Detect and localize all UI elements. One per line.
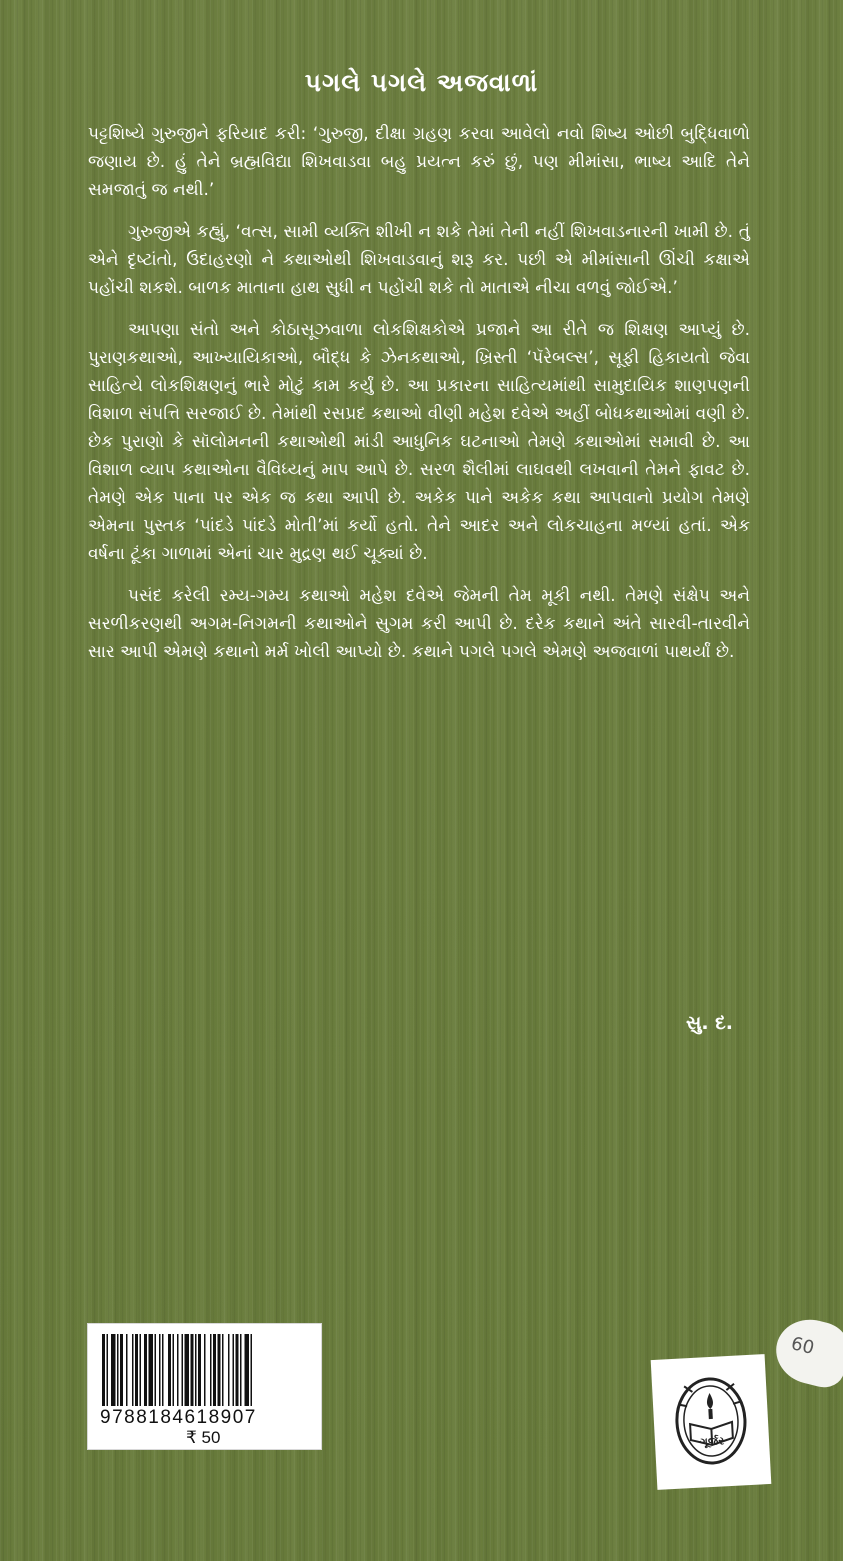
- barcode-bar: [228, 1334, 230, 1406]
- publisher-logo: [651, 1354, 772, 1490]
- barcode-bar: [132, 1334, 134, 1406]
- barcode-bar: [222, 1334, 224, 1406]
- barcode-bar: [233, 1334, 235, 1406]
- signature: સુ. દ.: [685, 1012, 733, 1034]
- barcode-bar: [102, 1334, 105, 1406]
- paragraph-3: આપણા સંતો અને કોઠાસૂઝવાળા લોકશિક્ષકોએ પ્રજાને આ રીતે જ શિક્ષણ આપ્યું છે. પુરાણકથાઓ, આખ્યાયિકાઓ, બૌદ્ધ કે ઝેનકથાઓ, ખ્રિસ્તી ‘પૅરેબલ્સ’, સૂફી હિકાયતો જેવા સાહિત્યે લોકશિક્ષણનું ભારે મોટું કામ કર્યું છે. આ પ્રકારના સાહિત્યમાંથી સામુદાયિક શાણપણની વિશાળ સંપત્તિ સરજાઈ છે. તેમાંથી રસપ્રદ કથાઓ વીણી મહેશ દવેએ અહીં બોધકથાઓમાં વણી છે. છેક પુરાણો કે સૉલોમનની કથાઓથી માંડી આધુનિક ઘટનાઓ તેમણે કથાઓમાં સમાવી છે. આ વિશાળ વ્યાપ કથાઓના વૈવિધ્યનું માપ આપે છે. સરળ શૈલીમાં લાઘવથી લખવાની તેમને ફાવટ છે. તેમણે એક પાના પર એક જ કથા આપી છે. અકેક પાને અકેક કથા આપવાનો પ્રયોગ તેમણે એમના પુસ્તક ‘પાંદડે પાંદડે મોતી’માં કર્યો હતો. તેને આદર અને લોકચાહના મળ્યાં હતાં. એક વર્ષના ટૂંકા ગાળામાં એનાં ચાર મુદ્રણ થઈ ચૂક્યાં છે.: [88, 320, 750, 564]
- barcode-bar: [117, 1334, 119, 1406]
- barcode-bar: [185, 1334, 190, 1406]
- paragraph-1: પટ્ટશિષ્યે ગુરુજીને ફરિયાદ કરી: ‘ગુરુજી, દીક્ષા ગ્રહણ કરવા આવેલો નવો શિષ્ય ઓછી બુદ્ધિવાળો જણાય છે. હું તેને બ્રહ્મવિદ્યા શિખવાડવા બહુ પ્રયત્ન કરું છું, પણ મીમાંસા, ભાષ્ય આદિ તેને સમજાતું જ નથી.’: [88, 124, 750, 200]
- barcode-bar: [149, 1334, 154, 1406]
- barcode-bar: [140, 1334, 142, 1406]
- barcode-bar: [182, 1334, 184, 1406]
- paragraph-2: ગુરુજીએ કહ્યું, ‘વત્સ, સામી વ્યક્તિ શીખી ન શકે તેમાં તેની નહીં શિખવાડનારની ખામી છે. તું એને દૃષ્ટાંતો, ઉદાહરણો ને કથાઓથી શિખવાડવાનું શરૂ કર. પછી એ મીમાંસાની ઊંચી કક્ષાએ પહોંચી શકશે. બાળક માતાના હાથ સુધી ન પહોંચી શકે તો માતાએ નીચા વળવું જોઈએ.’: [88, 222, 750, 298]
- barcode-bars: [100, 1334, 310, 1406]
- barcode-bar: [168, 1334, 171, 1406]
- barcode-bar: [173, 1334, 175, 1406]
- barcode-bar: [162, 1334, 164, 1406]
- barcode-bar: [218, 1334, 221, 1406]
- barcode-label: [87, 1323, 322, 1450]
- barcode-bar: [195, 1334, 197, 1406]
- page-title: પગલે પગલે અજવાળાં: [304, 68, 539, 97]
- barcode-bar: [177, 1334, 179, 1406]
- barcode-bar: [191, 1334, 194, 1406]
- barcode-bar: [210, 1334, 212, 1406]
- barcode-bar: [251, 1334, 253, 1406]
- barcode-bar: [240, 1334, 242, 1406]
- publisher-name: ગૂર્જર: [699, 1434, 725, 1449]
- price-label: ₹ 50: [186, 1428, 221, 1447]
- barcode-bar: [120, 1334, 123, 1406]
- barcode-bar: [135, 1334, 138, 1406]
- barcode-bar: [198, 1334, 201, 1406]
- isbn-number: 9788184618907: [100, 1407, 257, 1428]
- paragraph-4: પસંદ કરેલી રમ્ય-ગમ્ય કથાઓ મહેશ દવેએ જેમની તેમ મૂકી નથી. તેમણે સંક્ષેપ અને સરળીકરણથી અગમ-નિગમની કથાઓને સુગમ કરી આપી છે. દરેક કથાને અંતે સારવી-તારવીને સાર આપી એમણે કથાનો મર્મ ખોલી આપ્યો છે. કથાને પગલે પગલે એમણે અજવાળાં પાથર્યાં છે.: [88, 586, 750, 662]
- handwritten-sticker: [769, 1312, 843, 1392]
- sticker-text: 60: [788, 1333, 817, 1360]
- barcode-bar: [204, 1334, 206, 1406]
- barcode-bar: [155, 1334, 157, 1406]
- lamp-book-icon: [663, 1369, 758, 1474]
- barcode-bar: [236, 1334, 239, 1406]
- barcode-bar: [107, 1334, 109, 1406]
- barcode-bar: [245, 1334, 250, 1406]
- barcode-bar: [126, 1334, 128, 1406]
- barcode-bar: [213, 1334, 216, 1406]
- barcode-bar: [111, 1334, 116, 1406]
- barcode-bar: [159, 1334, 161, 1406]
- barcode-bar: [144, 1334, 147, 1406]
- blurb-text: [88, 120, 750, 680]
